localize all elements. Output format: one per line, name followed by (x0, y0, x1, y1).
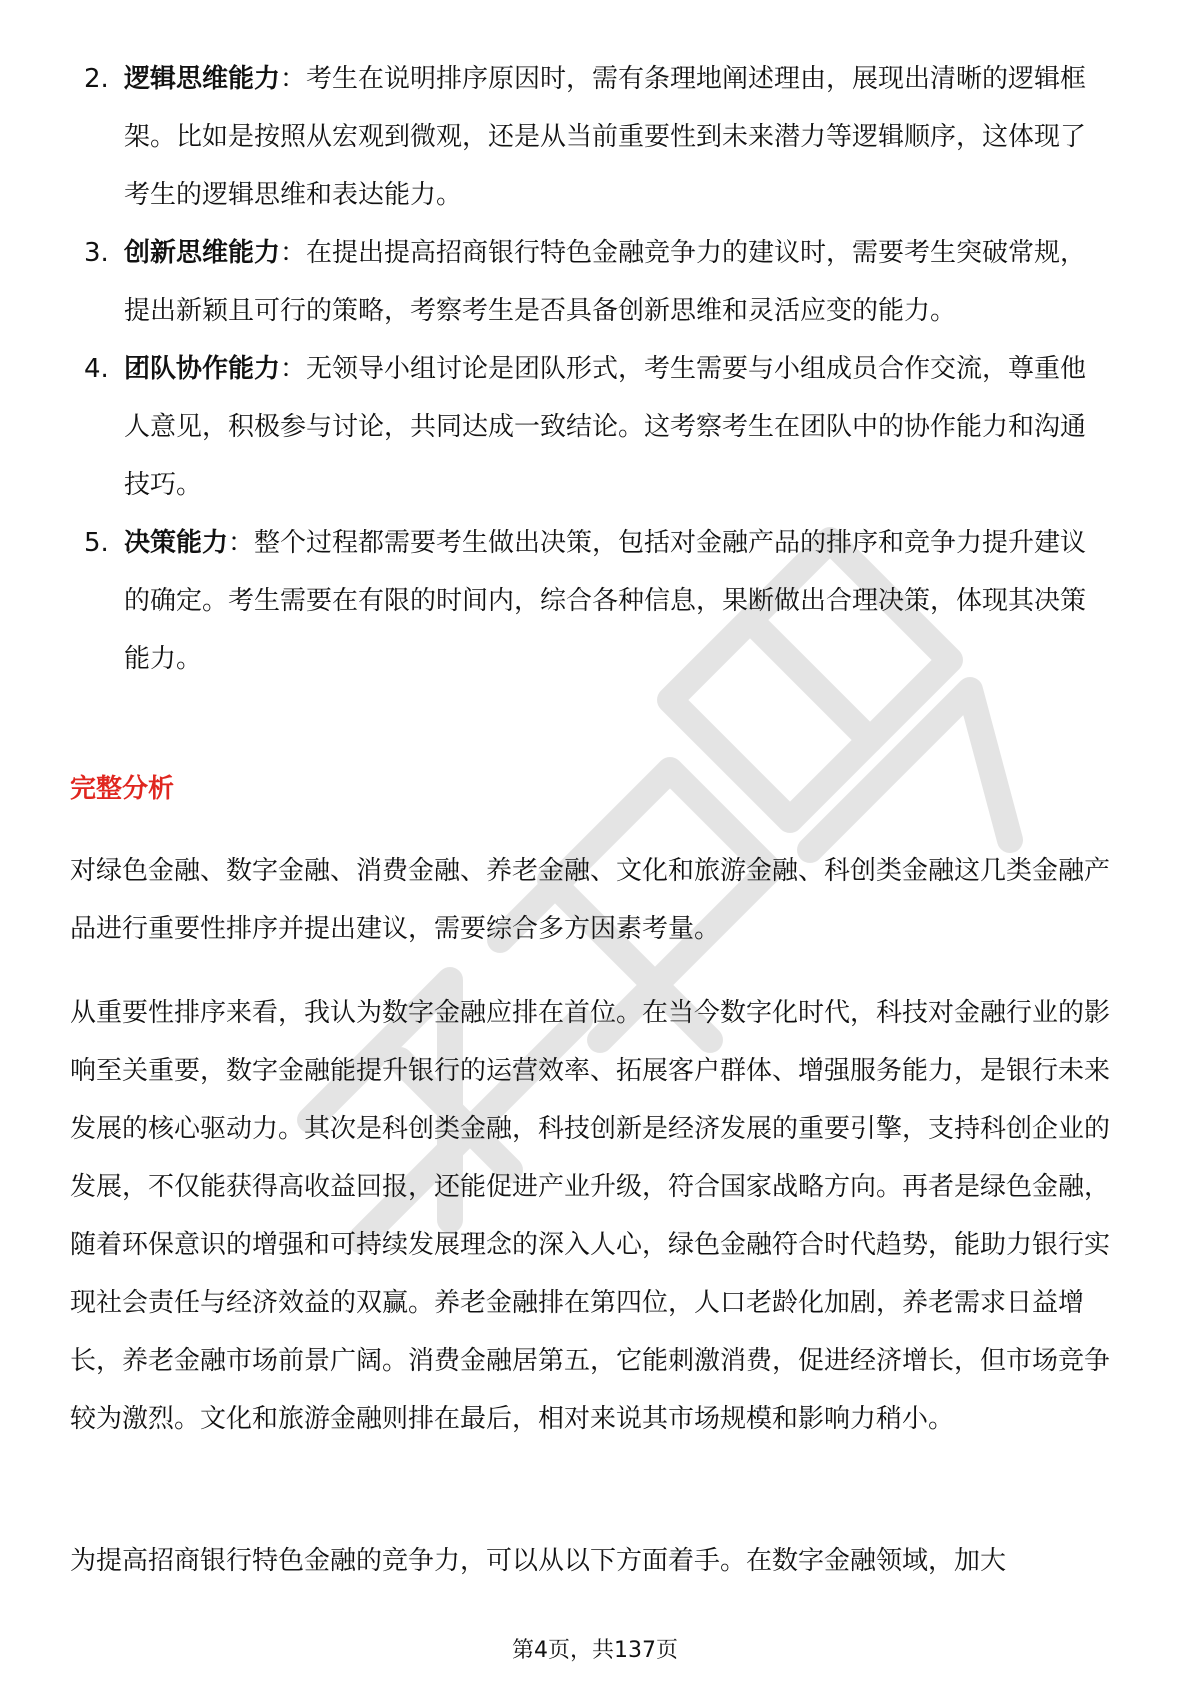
list-text: ：整个过程都需要考生做出决策，包括对金融产品的排序和竞争力提升建议的确定。考生需要在有限的时间内，综合各种信息，果断做出合理决策，体现其决策能力。 (124, 528, 1087, 674)
list-term: 逻辑思维能力 (124, 64, 281, 94)
section-title: 完整分析 (70, 774, 175, 804)
list-term: 创新思维能力 (124, 238, 281, 268)
list-item (0, 224, 1190, 340)
paragraph-suggestions: 为提高招商银行特色金融的竞争力，可以从以下方面着手。在数字金融领域，加大 (70, 1546, 1007, 1576)
list-text: ：无领导小组讨论是团队形式，考生需要与小组成员合作交流，尊重他人意见，积极参与讨论，共同达成一致结论。这考察考生在团队中的协作能力和沟通技巧。 (124, 354, 1087, 500)
list-number: 4. (84, 354, 109, 384)
ability-list (0, 50, 1190, 688)
list-term: 决策能力 (124, 528, 229, 558)
list-text: ：考生在说明排序原因时，需有条理地阐述理由，展现出清晰的逻辑框架。比如是按照从宏观到微观，还是从当前重要性到未来潜力等逻辑顺序，这体现了考生的逻辑思维和表达能力。 (124, 64, 1087, 210)
paragraph-intro: 对绿色金融、数字金融、消费金融、养老金融、文化和旅游金融、科创类金融这几类金融产品进行重要性排序并提出建议，需要综合多方因素考量。 (70, 856, 1111, 944)
list-item (0, 514, 1190, 688)
paragraph-ranking: 从重要性排序来看，我认为数字金融应排在首位。在当今数字化时代，科技对金融行业的影响至关重要，数字金融能提升银行的运营效率、拓展客户群体、增强服务能力，是银行未来发展的核心驱动力。其次是科创类金融，科技创新是经济发展的重要引擎，支持科创企业的发展，不仅能获得高收益回报，还能促进产业升级，符合国家战略方向。再者是绿色金融，随着环保意识的增强和可持续发展理念的深入人心，绿色金融符合时代趋势，能助力银行实现社会责任与经济效益的双赢。养老金融排在第四位，人口老龄化加剧，养老需求日益增长，养老金融市场前景广阔。消费金融居第五，它能刺激消费，促进经济增长，但市场竞争较为激烈。文化和旅游金融则排在最后，相对来说其市场规模和影响力稍小。 (70, 998, 1111, 1434)
page-footer: 第4页，共137页 (512, 1638, 678, 1663)
list-number: 2. (84, 64, 109, 94)
list-item (0, 50, 1190, 224)
list-number: 5. (84, 528, 109, 558)
list-number: 3. (84, 238, 109, 268)
list-item (0, 340, 1190, 514)
list-text: ：在提出提高招商银行特色金融竞争力的建议时，需要考生突破常规，提出新颖且可行的策略，考察考生是否具备创新思维和灵活应变的能力。 (124, 238, 1087, 326)
list-term: 团队协作能力 (124, 354, 281, 384)
